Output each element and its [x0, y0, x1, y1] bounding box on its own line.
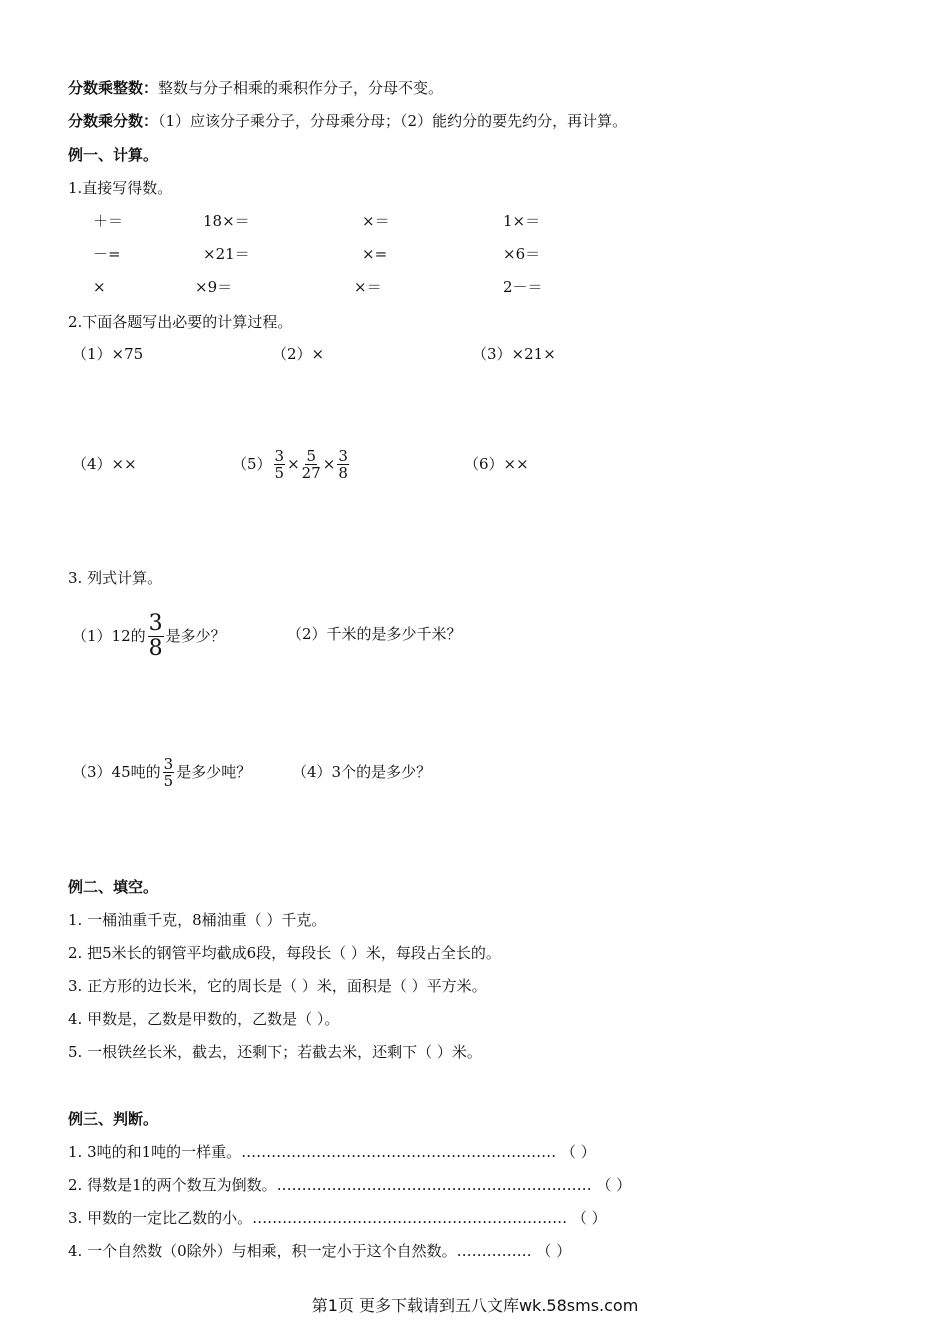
q1-item: 1×＝	[503, 212, 541, 230]
q1-item: ＋＝	[93, 212, 124, 230]
q1-item: －=	[93, 245, 121, 263]
rule-fraction-label: 分数乘分数：	[68, 112, 159, 130]
q1-item: ×	[93, 278, 106, 296]
ex1-heading: 例一、计算。	[68, 146, 159, 164]
ex2-heading: 例二、填空。	[68, 878, 159, 896]
q1-item: ×＝	[354, 278, 382, 296]
ex1-q3-title: 3. 列式计算。	[68, 569, 163, 587]
fraction: $\frac{3}{5}$	[274, 446, 285, 482]
judge-item: 1. 3吨的和1吨的一样重。……………………………………………………… （ ）	[68, 1143, 596, 1161]
ex1-q1-title: 1.直接写得数。	[68, 179, 173, 197]
q2-item-4: （4）××	[72, 455, 137, 473]
page-footer: 第1页 更多下载请到五八文库wk.58sms.com	[311, 1296, 639, 1315]
q2-item-5-label: （5）	[232, 455, 272, 473]
q1-item: ×=	[362, 245, 388, 263]
judge-item: 3. 甲数的一定比乙数的小。……………………………………………………… （ ）	[68, 1209, 607, 1227]
q1-item: 2－＝	[503, 278, 543, 296]
fraction: $\frac{3}{8}$	[338, 446, 348, 482]
ex1-q2-title: 2.下面各题写出必要的计算过程。	[68, 313, 293, 331]
rule-fraction	[68, 111, 627, 131]
q2-item-3: （3）×21×	[472, 345, 556, 363]
rule-fraction-text: （1）应该分子乘分子，分母乘分母；（2）能约分的要先约分，再计算。	[158, 112, 628, 130]
fraction: $\frac{3}{8}$	[148, 610, 163, 661]
q2-item-2: （2）×	[272, 345, 325, 363]
fill-item: 3. 正方形的边长米，它的周长是（ ）米，面积是（ ）平方米。	[68, 977, 487, 995]
q2-item-5	[232, 444, 351, 484]
q1-item: ×21＝	[203, 245, 250, 263]
judge-item: 2. 得数是1的两个数互为倒数。……………………………………………………… （ ）	[68, 1176, 632, 1194]
times-sign: ×	[287, 455, 300, 473]
rule-integer-text: 整数与分子相乘的乘积作分子，分母不变。	[158, 79, 444, 97]
q2-item-6: （6）××	[464, 455, 529, 473]
q3-item-4: （4）3个的是多少？	[292, 763, 432, 781]
fill-item: 5. 一根铁丝长米，截去，还剩下；若截去米，还剩下（ ）米。	[68, 1043, 482, 1061]
fill-item: 1. 一桶油重千克，8桶油重（ ）千克。	[68, 911, 327, 929]
q1-item: ×9＝	[195, 278, 233, 296]
judge-item: 4. 一个自然数（0除外）与相乘，积一定小于这个自然数。…………… （ ）	[68, 1242, 572, 1260]
rule-integer-label: 分数乘整数：	[68, 79, 159, 97]
q3-item-1: （1）12的 $\frac{3}{8}$ 是多少？	[72, 610, 226, 661]
q1-item: ×6＝	[503, 245, 541, 263]
ex3-heading: 例三、判断。	[68, 1110, 159, 1128]
q3-item-3: （3）45吨的 $\frac{3}{5}$ 是多少吨？	[72, 754, 252, 790]
fill-item: 4. 甲数是，乙数是甲数的，乙数是（ ）。	[68, 1010, 340, 1028]
q1-item: 18×＝	[203, 212, 250, 230]
fraction: $\frac{5}{27}$	[301, 446, 321, 482]
q3-item-2: （2）千米的是多少千米？	[287, 625, 462, 643]
fraction: $\frac{3}{5}$	[163, 754, 174, 790]
q1-item: ×＝	[362, 212, 390, 230]
q2-item-1: （1）×75	[72, 345, 144, 363]
rule-integer	[68, 78, 443, 98]
times-sign: ×	[322, 455, 336, 473]
fill-item: 2. 把5米长的钢管平均截成6段，每段长（ ）米，每段占全长的。	[68, 944, 501, 962]
